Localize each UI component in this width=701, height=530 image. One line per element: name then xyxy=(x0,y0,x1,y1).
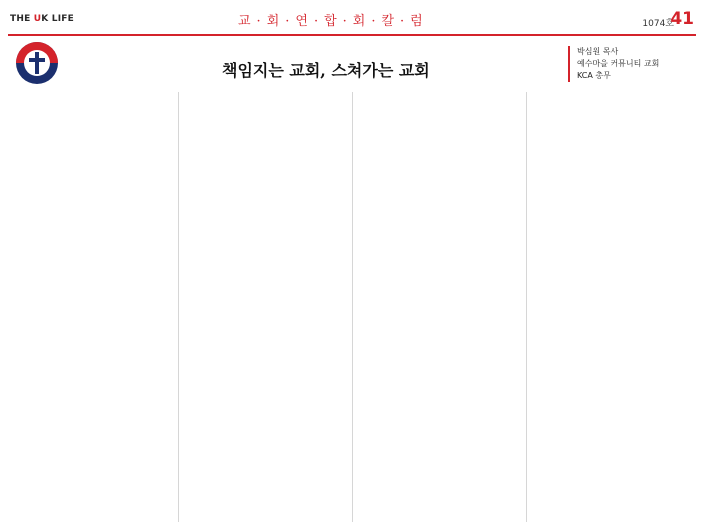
section-title: 교·회·연·합·회·칼·럼 xyxy=(238,14,429,29)
article-column-1 xyxy=(10,92,170,522)
article-column-2 xyxy=(184,92,344,522)
column-separator xyxy=(526,92,527,522)
author-name: 박심원 목사 xyxy=(577,47,619,56)
column-separator xyxy=(352,92,353,522)
article-column-3 xyxy=(358,92,518,522)
article-column-4 xyxy=(532,92,692,522)
issue-number: 1074호 xyxy=(642,19,674,29)
author-organization: KCA 총무 xyxy=(577,71,611,80)
page-number: 41 xyxy=(670,9,694,29)
article-title: 책임지는 교회, 스쳐가는 교회 xyxy=(222,61,430,80)
page-header xyxy=(8,8,696,34)
church-council-logo-icon xyxy=(10,40,64,86)
author-box xyxy=(568,46,699,82)
author-church: 예수마을 커뮤니티 교회 xyxy=(577,59,660,68)
publication-brand: THE UK LIFE xyxy=(10,14,74,24)
header-rule xyxy=(8,34,696,36)
column-separator xyxy=(178,92,179,522)
